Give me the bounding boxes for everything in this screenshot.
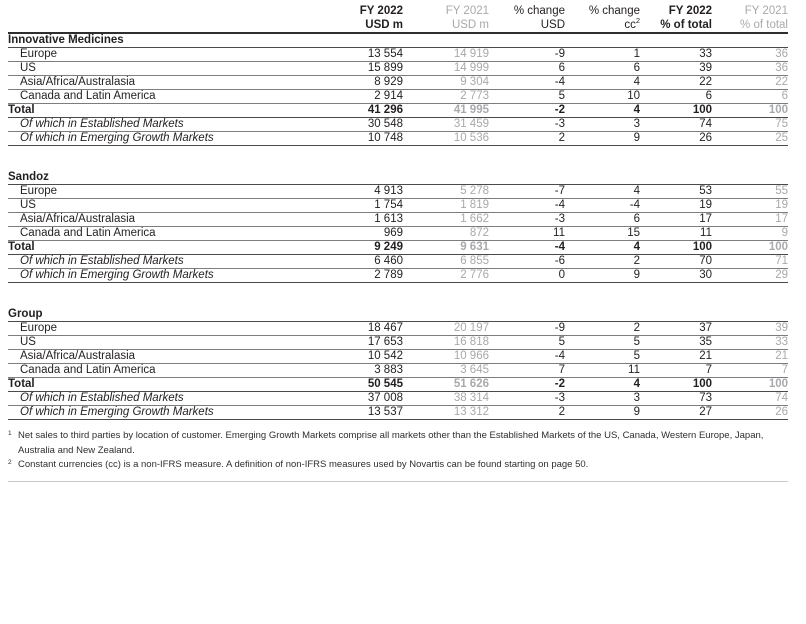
cell-value: 6 460 bbox=[335, 255, 403, 269]
cell-value: 11 bbox=[640, 227, 712, 241]
cell-value: 29 bbox=[712, 269, 788, 283]
column-header-5: FY 2022 % of total bbox=[640, 4, 712, 33]
row-label: Total bbox=[8, 378, 335, 392]
cell-value: 969 bbox=[335, 227, 403, 241]
cell-value: 19 bbox=[640, 199, 712, 213]
table-row bbox=[8, 392, 788, 406]
row-label: US bbox=[8, 62, 335, 76]
row-label: Asia/Africa/Australasia bbox=[8, 350, 335, 364]
footnote-2 bbox=[8, 458, 788, 473]
cell-value: 13 312 bbox=[403, 406, 489, 420]
cell-value: -9 bbox=[489, 48, 565, 62]
cell-value: 10 536 bbox=[403, 132, 489, 146]
cell-value: -4 bbox=[489, 350, 565, 364]
cell-value: 14 999 bbox=[403, 62, 489, 76]
cell-value: 7 bbox=[712, 364, 788, 378]
cell-value: 3 883 bbox=[335, 364, 403, 378]
cell-value: 17 bbox=[712, 213, 788, 227]
cell-value: 6 bbox=[565, 213, 640, 227]
cell-value: 4 bbox=[565, 241, 640, 255]
column-header-3: % change USD bbox=[489, 4, 565, 33]
cell-value: 5 278 bbox=[403, 185, 489, 199]
row-label: Total bbox=[8, 241, 335, 255]
cell-value: 3 645 bbox=[403, 364, 489, 378]
cell-value: 1 613 bbox=[335, 213, 403, 227]
cell-value: 5 bbox=[489, 90, 565, 104]
table-row bbox=[8, 406, 788, 420]
cell-value: 73 bbox=[640, 392, 712, 406]
cell-value: 50 545 bbox=[335, 378, 403, 392]
column-header-4: % change $cc^2$ bbox=[565, 4, 640, 33]
cell-value: 75 bbox=[712, 118, 788, 132]
cell-value: 2 bbox=[565, 255, 640, 269]
section-title: Group bbox=[8, 308, 788, 322]
cell-value: 11 bbox=[489, 227, 565, 241]
row-label: Of which in Emerging Growth Markets bbox=[8, 406, 335, 420]
cell-value: 19 bbox=[712, 199, 788, 213]
cell-value: 4 913 bbox=[335, 185, 403, 199]
section-title: Sandoz bbox=[8, 171, 788, 185]
cell-value: -9 bbox=[489, 322, 565, 336]
section-spacer bbox=[8, 146, 788, 172]
table-row bbox=[8, 255, 788, 269]
cell-value: 4 bbox=[565, 378, 640, 392]
cell-value: 21 bbox=[712, 350, 788, 364]
table-row bbox=[8, 132, 788, 146]
cell-value: 38 314 bbox=[403, 392, 489, 406]
table-row bbox=[8, 213, 788, 227]
cell-value: 100 bbox=[712, 241, 788, 255]
table-row bbox=[8, 118, 788, 132]
cell-value: 33 bbox=[640, 48, 712, 62]
cell-value: 6 855 bbox=[403, 255, 489, 269]
cell-value: 70 bbox=[640, 255, 712, 269]
cell-value: 9 304 bbox=[403, 76, 489, 90]
cell-value: 17 653 bbox=[335, 336, 403, 350]
table-row bbox=[8, 199, 788, 213]
row-label: Europe bbox=[8, 322, 335, 336]
cell-value: 1 bbox=[565, 48, 640, 62]
table-row bbox=[8, 322, 788, 336]
table-row bbox=[8, 269, 788, 283]
cell-value: 8 929 bbox=[335, 76, 403, 90]
footnote-1-marker: 1 bbox=[8, 430, 12, 437]
section-title: Innovative Medicines bbox=[8, 33, 788, 48]
cell-value: 30 548 bbox=[335, 118, 403, 132]
cell-value: 74 bbox=[640, 118, 712, 132]
cell-value: 10 542 bbox=[335, 350, 403, 364]
row-label: Of which in Established Markets bbox=[8, 255, 335, 269]
column-header-2: FY 2021 USD m bbox=[403, 4, 489, 33]
cell-value: 26 bbox=[712, 406, 788, 420]
cell-value: -4 bbox=[489, 199, 565, 213]
row-label: Europe bbox=[8, 48, 335, 62]
row-label: Of which in Emerging Growth Markets bbox=[8, 132, 335, 146]
table-row bbox=[8, 336, 788, 350]
net-sales-by-region-table bbox=[8, 4, 788, 420]
table-row bbox=[8, 76, 788, 90]
cell-value: 5 bbox=[565, 336, 640, 350]
row-label: Asia/Africa/Australasia bbox=[8, 76, 335, 90]
cell-value: 6 bbox=[489, 62, 565, 76]
cell-value: 36 bbox=[712, 48, 788, 62]
cell-value: 4 bbox=[565, 185, 640, 199]
cell-value: 27 bbox=[640, 406, 712, 420]
cell-value: -4 bbox=[565, 199, 640, 213]
row-label: US bbox=[8, 336, 335, 350]
cell-value: 6 bbox=[712, 90, 788, 104]
cell-value: 4 bbox=[565, 104, 640, 118]
cell-value: 10 bbox=[565, 90, 640, 104]
row-label: Of which in Established Markets bbox=[8, 118, 335, 132]
table-row bbox=[8, 104, 788, 118]
cell-value: 14 919 bbox=[403, 48, 489, 62]
column-header-6: FY 2021 % of total bbox=[712, 4, 788, 33]
section-header-row bbox=[8, 33, 788, 48]
section-spacer bbox=[8, 283, 788, 309]
cell-value: 33 bbox=[712, 336, 788, 350]
table-row bbox=[8, 90, 788, 104]
cell-value: 2 bbox=[489, 406, 565, 420]
cell-value: 6 bbox=[565, 62, 640, 76]
cell-value: 1 819 bbox=[403, 199, 489, 213]
cell-value: 1 754 bbox=[335, 199, 403, 213]
footnote-1 bbox=[8, 429, 788, 458]
section-header-row bbox=[8, 171, 788, 185]
cell-value: 22 bbox=[712, 76, 788, 90]
table-row bbox=[8, 48, 788, 62]
table-row bbox=[8, 378, 788, 392]
cell-value: 9 bbox=[712, 227, 788, 241]
cell-value: 51 626 bbox=[403, 378, 489, 392]
cell-value: 2 914 bbox=[335, 90, 403, 104]
cell-value: 41 995 bbox=[403, 104, 489, 118]
footnote-1-text: Net sales to third parties by location of customer. Emerging Growth Markets comprise all markets other than the Established Markets of the US, Canada, Western Europe, Japan, Australia and New Zealand. bbox=[18, 430, 764, 456]
cell-value: -3 bbox=[489, 118, 565, 132]
cell-value: 71 bbox=[712, 255, 788, 269]
cell-value: 2 789 bbox=[335, 269, 403, 283]
cell-value: 1 662 bbox=[403, 213, 489, 227]
cell-value: 5 bbox=[489, 336, 565, 350]
cell-value: 9 bbox=[565, 406, 640, 420]
row-label: Europe bbox=[8, 185, 335, 199]
cell-value: 26 bbox=[640, 132, 712, 146]
cell-value: 55 bbox=[712, 185, 788, 199]
cell-value: 6 bbox=[640, 90, 712, 104]
row-label: Of which in Established Markets bbox=[8, 392, 335, 406]
table-row bbox=[8, 364, 788, 378]
cell-value: 15 bbox=[565, 227, 640, 241]
row-label: Of which in Emerging Growth Markets bbox=[8, 269, 335, 283]
cell-value: -3 bbox=[489, 213, 565, 227]
cell-value: -4 bbox=[489, 76, 565, 90]
table-body bbox=[8, 33, 788, 420]
cell-value: 5 bbox=[565, 350, 640, 364]
cell-value: 9 bbox=[565, 269, 640, 283]
cell-value: -2 bbox=[489, 104, 565, 118]
cell-value: 4 bbox=[565, 76, 640, 90]
cell-value: 10 748 bbox=[335, 132, 403, 146]
cell-value: 21 bbox=[640, 350, 712, 364]
cell-value: 74 bbox=[712, 392, 788, 406]
cell-value: 0 bbox=[489, 269, 565, 283]
cell-value: 7 bbox=[489, 364, 565, 378]
table-header bbox=[8, 4, 788, 33]
cell-value: 39 bbox=[640, 62, 712, 76]
cell-value: 37 008 bbox=[335, 392, 403, 406]
cell-value: 9 249 bbox=[335, 241, 403, 255]
row-label: Canada and Latin America bbox=[8, 364, 335, 378]
table-row bbox=[8, 227, 788, 241]
cell-value: 53 bbox=[640, 185, 712, 199]
cell-value: 39 bbox=[712, 322, 788, 336]
cell-value: -2 bbox=[489, 378, 565, 392]
cell-value: -6 bbox=[489, 255, 565, 269]
cell-value: 11 bbox=[565, 364, 640, 378]
cell-value: 13 554 bbox=[335, 48, 403, 62]
cell-value: 22 bbox=[640, 76, 712, 90]
cell-value: -7 bbox=[489, 185, 565, 199]
cell-value: 100 bbox=[712, 104, 788, 118]
table-row bbox=[8, 350, 788, 364]
cell-value: 10 966 bbox=[403, 350, 489, 364]
cell-value: 41 296 bbox=[335, 104, 403, 118]
cell-value: 2 bbox=[489, 132, 565, 146]
cell-value: 100 bbox=[640, 241, 712, 255]
table-row bbox=[8, 241, 788, 255]
cell-value: 17 bbox=[640, 213, 712, 227]
header-row bbox=[8, 4, 788, 33]
cell-value: 2 776 bbox=[403, 269, 489, 283]
cell-value: 7 bbox=[640, 364, 712, 378]
cell-value: 3 bbox=[565, 392, 640, 406]
row-label: Total bbox=[8, 104, 335, 118]
cell-value: 2 773 bbox=[403, 90, 489, 104]
cell-value: 25 bbox=[712, 132, 788, 146]
footnote-2-marker: 2 bbox=[8, 459, 12, 467]
cell-value: 9 bbox=[565, 132, 640, 146]
cell-value: 100 bbox=[640, 378, 712, 392]
cell-value: -3 bbox=[489, 392, 565, 406]
cell-value: 37 bbox=[640, 322, 712, 336]
cell-value: 18 467 bbox=[335, 322, 403, 336]
row-label: Canada and Latin America bbox=[8, 90, 335, 104]
table-row bbox=[8, 62, 788, 76]
cell-value: 15 899 bbox=[335, 62, 403, 76]
footnotes bbox=[8, 429, 788, 482]
column-header-1: FY 2022 USD m bbox=[335, 4, 403, 33]
cell-value: -4 bbox=[489, 241, 565, 255]
row-label: Canada and Latin America bbox=[8, 227, 335, 241]
cell-value: 872 bbox=[403, 227, 489, 241]
cell-value: 100 bbox=[640, 104, 712, 118]
cell-value: 31 459 bbox=[403, 118, 489, 132]
footnote-2-text: Constant currencies (cc) is a non-IFRS measure. A definition of non-IFRS measures used by Novartis can be found starting on page 50. bbox=[18, 459, 589, 471]
cell-value: 35 bbox=[640, 336, 712, 350]
column-header-label bbox=[8, 4, 335, 33]
cell-value: 20 197 bbox=[403, 322, 489, 336]
cell-value: 30 bbox=[640, 269, 712, 283]
cell-value: 9 631 bbox=[403, 241, 489, 255]
cell-value: 16 818 bbox=[403, 336, 489, 350]
row-label: Asia/Africa/Australasia bbox=[8, 213, 335, 227]
row-label: US bbox=[8, 199, 335, 213]
cell-value: 13 537 bbox=[335, 406, 403, 420]
cell-value: 100 bbox=[712, 378, 788, 392]
section-header-row bbox=[8, 308, 788, 322]
cell-value: 3 bbox=[565, 118, 640, 132]
table-row bbox=[8, 185, 788, 199]
cell-value: 36 bbox=[712, 62, 788, 76]
cell-value: 2 bbox=[565, 322, 640, 336]
